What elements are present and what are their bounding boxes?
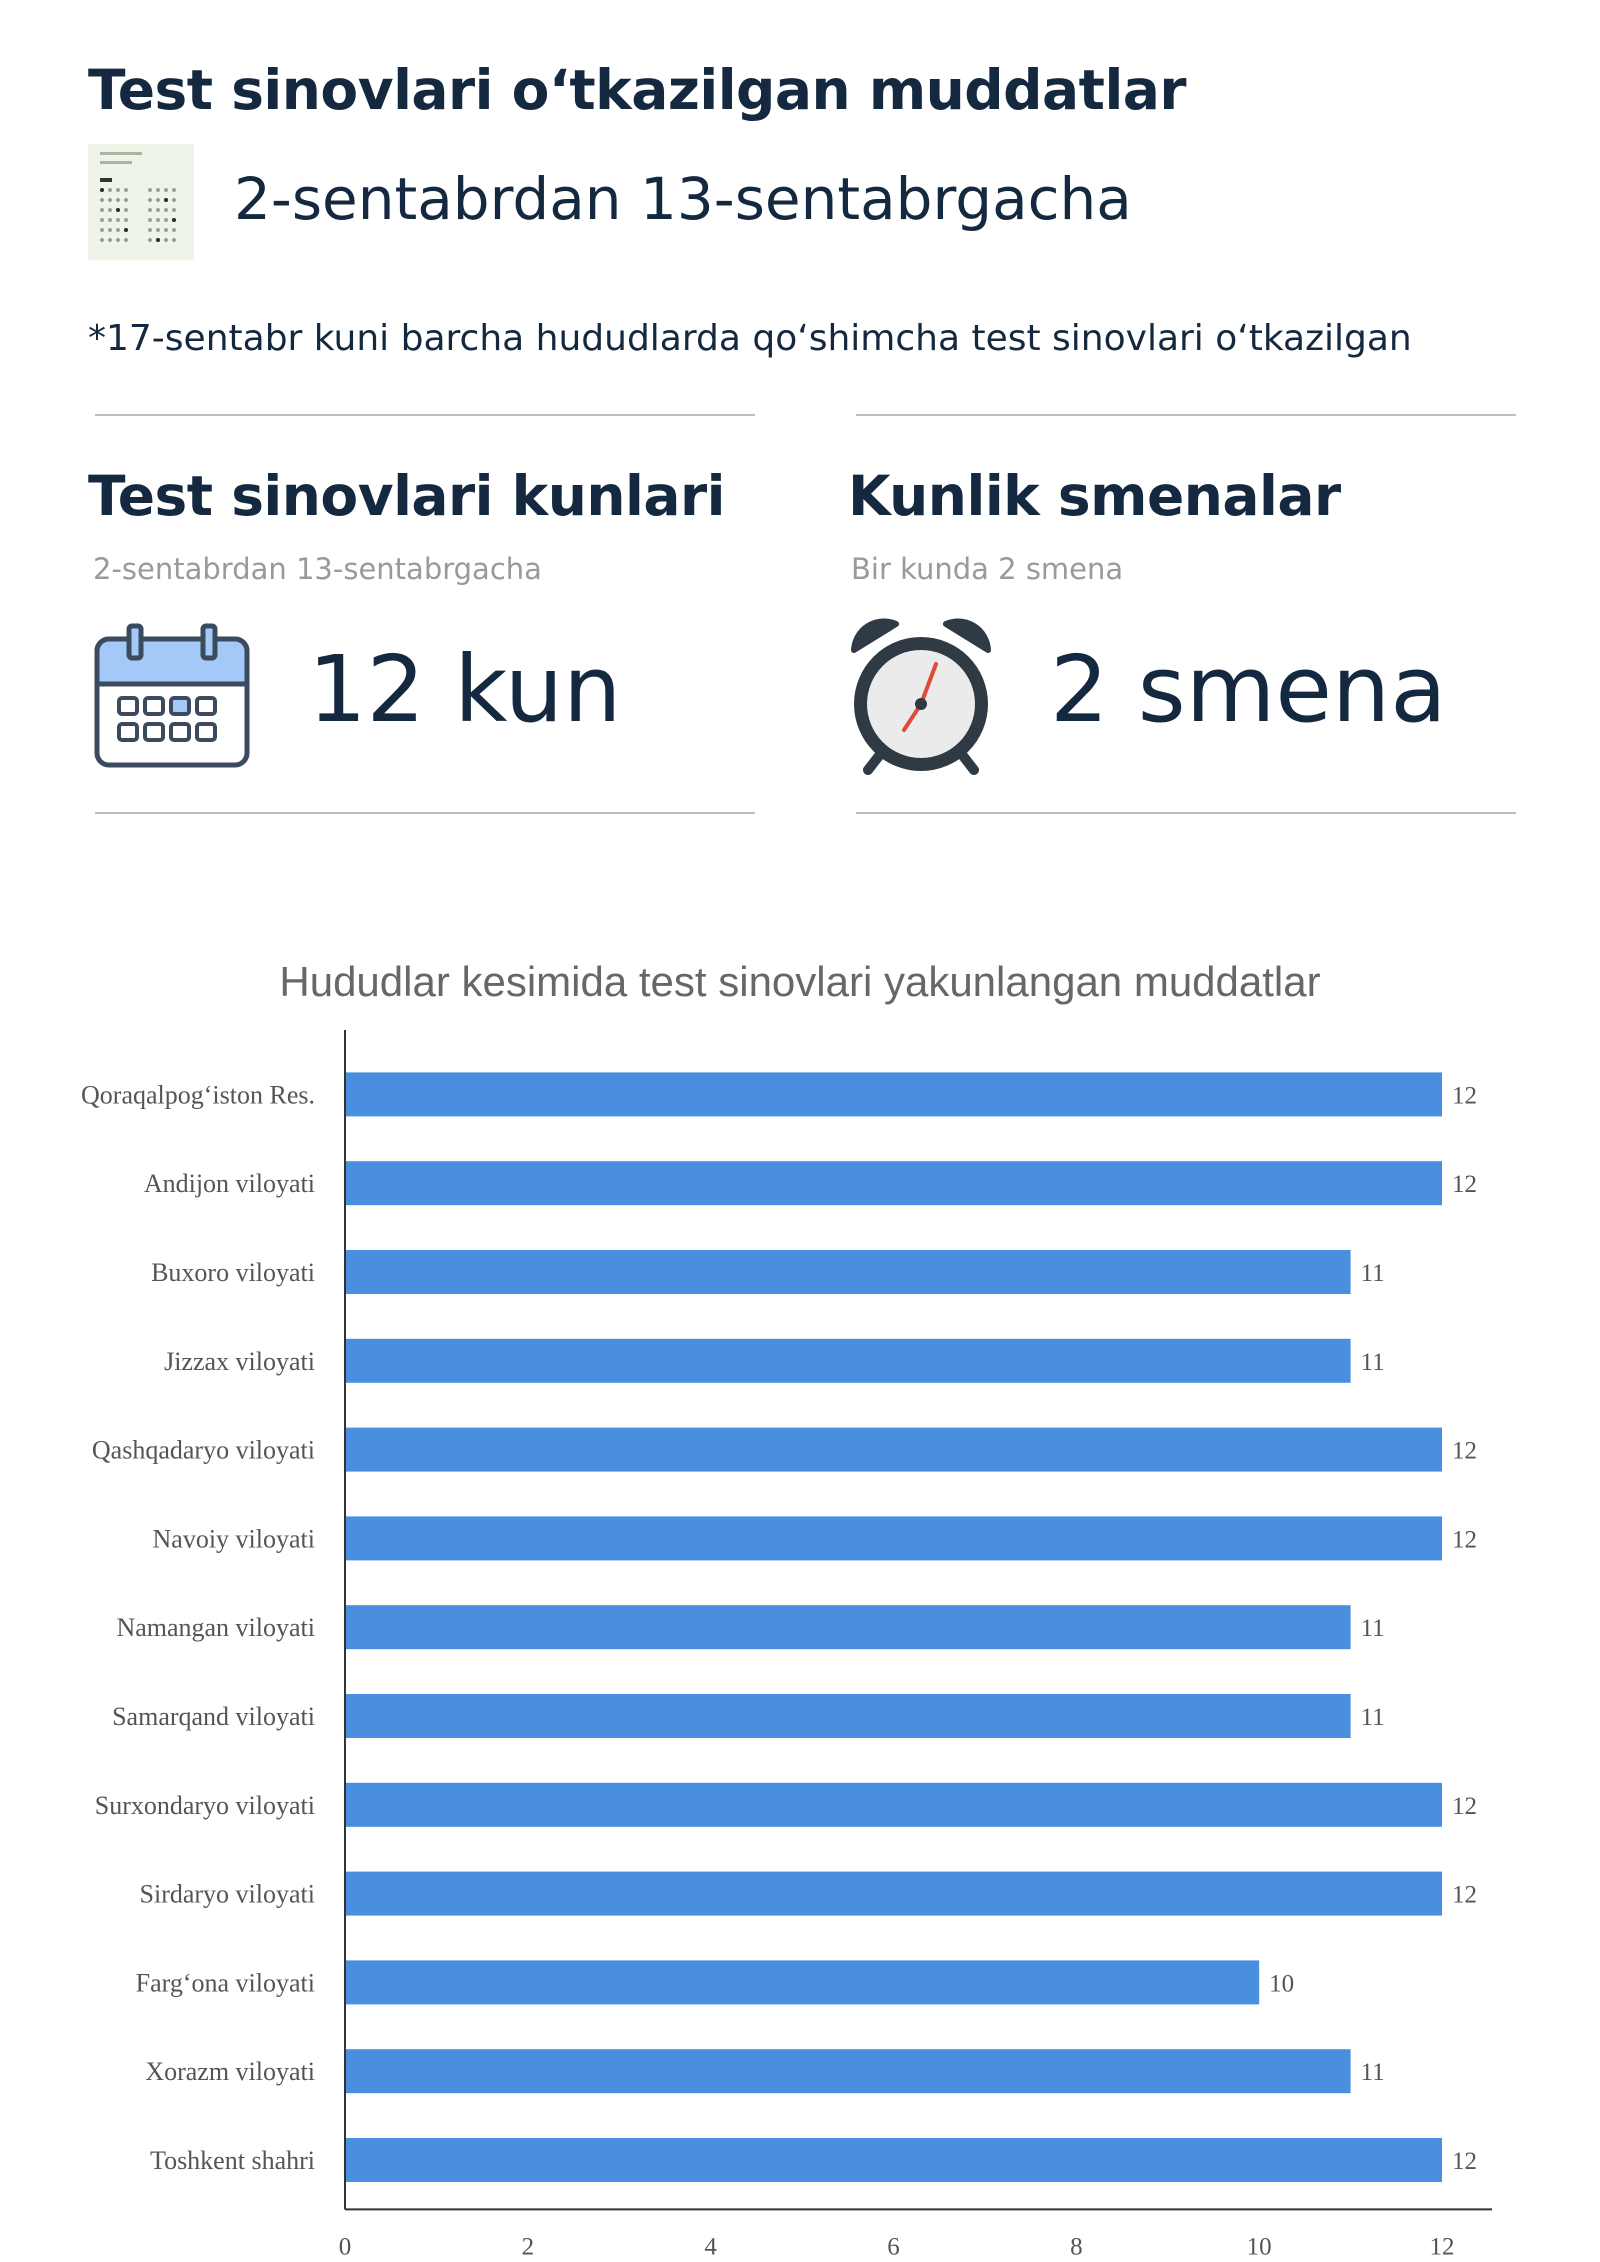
- value-label: 12: [1452, 1881, 1477, 1909]
- value-label: 12: [1452, 1792, 1477, 1820]
- footnote: *17-sentabr kuni barcha hududlarda qo‘shimcha test sinovlari o‘tkazilgan: [88, 318, 1412, 359]
- bar: [345, 1605, 1351, 1649]
- bar: [345, 1072, 1442, 1116]
- category-label: Buxoro viloyati: [151, 1258, 315, 1287]
- value-label: 12: [1452, 2148, 1477, 2175]
- category-label: Samarqand viloyati: [112, 1702, 315, 1731]
- category-label: Sirdaryo viloyati: [139, 1879, 315, 1909]
- bar: [345, 2049, 1351, 2093]
- shifts-card-subtitle: Bir kunda 2 smena: [851, 552, 1124, 586]
- category-label: Surxondaryo viloyati: [94, 1790, 315, 1820]
- category-label: Andijon viloyati: [143, 1169, 315, 1199]
- shifts-card-title: Kunlik smenalar: [848, 464, 1341, 528]
- x-tick-label: 10: [1246, 2233, 1272, 2261]
- value-label: 12: [1452, 1082, 1477, 1110]
- category-label: Xorazm viloyati: [145, 2057, 315, 2087]
- bar: [345, 1250, 1351, 1294]
- bar: [345, 1694, 1351, 1738]
- alarm-clock-icon: [846, 614, 996, 780]
- period-text: 2-sentabrdan 13-sentabrgacha: [234, 165, 1132, 233]
- value-label: 10: [1269, 1970, 1295, 1998]
- x-tick-label: 4: [704, 2233, 717, 2261]
- x-tick-label: 8: [1070, 2233, 1083, 2261]
- bar: [345, 2138, 1442, 2182]
- divider: [856, 414, 1516, 416]
- category-label: Qoraqalpog‘iston Res.: [81, 1080, 315, 1110]
- days-card-title: Test sinovlari kunlari: [88, 464, 725, 528]
- category-label: Qashqadaryo viloyati: [91, 1435, 315, 1465]
- category-label: Namangan viloyati: [116, 1613, 315, 1643]
- x-tick-label: 12: [1429, 2233, 1455, 2261]
- value-label: 12: [1452, 1526, 1477, 1554]
- category-label: Farg‘ona viloyati: [135, 1968, 315, 1998]
- category-label: Navoiy viloyati: [152, 1524, 315, 1554]
- divider: [95, 414, 755, 416]
- value-label: 11: [1360, 1260, 1385, 1287]
- bar: [345, 1516, 1442, 1560]
- value-label: 11: [1360, 1704, 1385, 1731]
- shifts-value: 2 smena: [1050, 636, 1447, 743]
- x-tick-label: 2: [521, 2233, 535, 2261]
- value-label: 12: [1452, 1437, 1477, 1465]
- bar-chart: [0, 1030, 1600, 2262]
- bar: [345, 1428, 1442, 1472]
- bar: [345, 1872, 1442, 1916]
- x-tick-label: 6: [887, 2233, 900, 2261]
- divider: [95, 812, 755, 814]
- category-label: Toshkent shahri: [150, 2146, 315, 2175]
- category-label: Jizzax viloyati: [164, 1346, 315, 1376]
- days-card-subtitle: 2-sentabrdan 13-sentabrgacha: [93, 552, 542, 586]
- bar: [345, 1339, 1351, 1383]
- spreadsheet-icon: [88, 144, 194, 260]
- bar: [345, 1783, 1442, 1827]
- x-tick-label: 0: [338, 2233, 352, 2261]
- divider: [856, 812, 1516, 814]
- value-label: 11: [1360, 2059, 1385, 2087]
- bar: [345, 1161, 1442, 1205]
- days-value: 12 kun: [308, 636, 622, 743]
- calendar-icon: [92, 622, 252, 770]
- value-label: 12: [1452, 1171, 1477, 1199]
- value-label: 11: [1360, 1615, 1385, 1643]
- page-title: Test sinovlari o‘tkazilgan muddatlar: [88, 58, 1187, 122]
- value-label: 11: [1360, 1348, 1385, 1376]
- bar: [345, 1960, 1259, 2004]
- chart-title: Hududlar kesimida test sinovlari yakunlangan muddatlar: [279, 958, 1321, 1005]
